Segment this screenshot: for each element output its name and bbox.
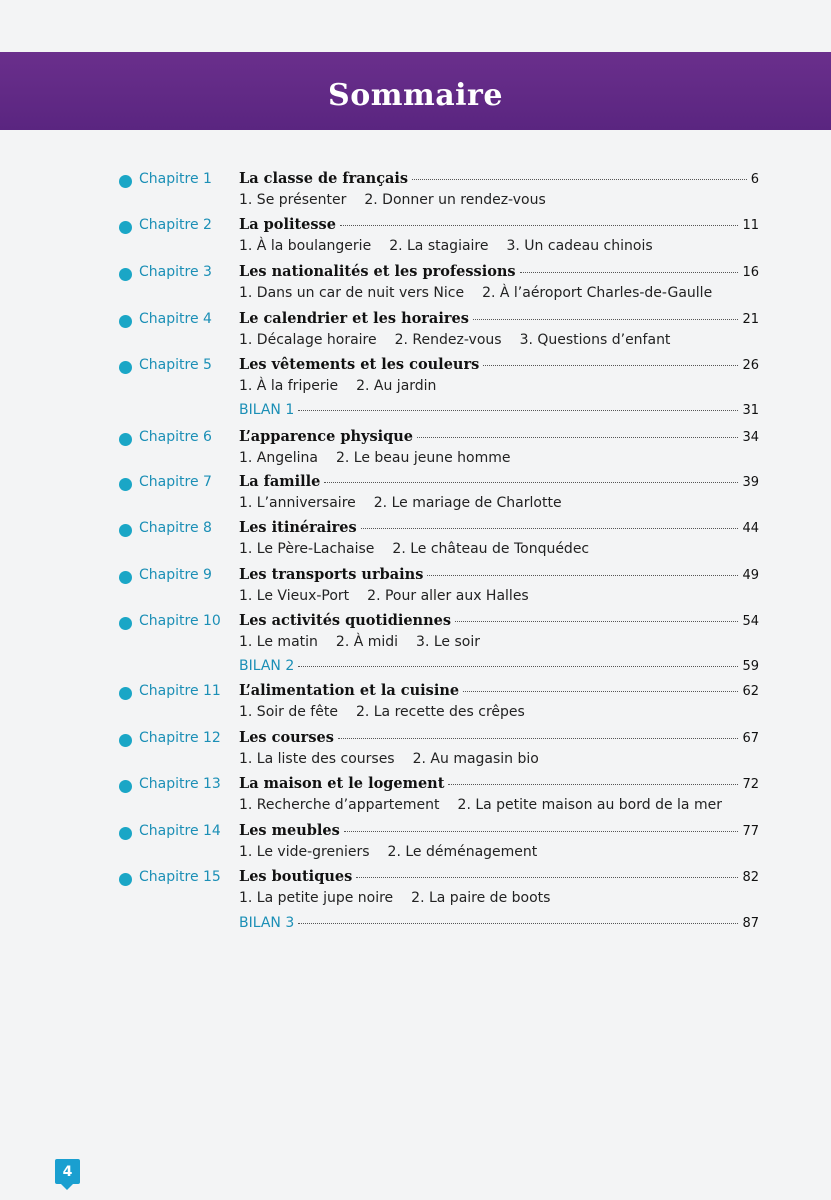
subsection-item: 1. La liste des courses [239, 751, 395, 767]
page-number-badge: 4 [55, 1159, 80, 1184]
chapter-bullet-icon [119, 873, 132, 886]
dot-leader [298, 923, 738, 924]
toc-title-row [239, 428, 759, 445]
page-number: 21 [742, 312, 759, 327]
page-number: 62 [742, 684, 759, 699]
toc-title-row [239, 310, 759, 327]
subsection-list [239, 285, 730, 301]
chapter-title: Les itinéraires [239, 519, 357, 536]
subsection-item: 2. Le château de Tonquédec [392, 541, 590, 557]
chapter-bullet-icon [119, 617, 132, 630]
chapter-title: Les activités quotidiennes [239, 612, 452, 629]
dot-leader [324, 482, 738, 483]
bilan-title: BILAN 3 [239, 915, 295, 931]
subsection-item: 2. Le beau jeune homme [336, 450, 511, 466]
chapter-label: Chapitre 10 [139, 613, 221, 629]
dot-leader [361, 528, 739, 529]
dot-leader [473, 319, 739, 320]
page-number: 16 [742, 265, 759, 280]
chapter-label: Chapitre 11 [139, 683, 221, 699]
subsection-item: 3. Questions d’enfant [519, 332, 671, 348]
toc-title-row [239, 356, 759, 373]
page-number: 6 [750, 172, 759, 187]
dot-leader [344, 831, 739, 832]
subsection-item: 3. Le soir [416, 634, 480, 650]
dot-leader [417, 437, 738, 438]
toc-title-row [239, 519, 759, 536]
chapter-label: Chapitre 6 [139, 429, 212, 445]
chapter-bullet-icon [119, 268, 132, 281]
chapter-bullet-icon [119, 734, 132, 747]
subsection-item: 2. Le mariage de Charlotte [373, 495, 562, 511]
chapter-bullet-icon [119, 571, 132, 584]
chapter-title: La politesse [239, 216, 336, 233]
chapter-bullet-icon [119, 175, 132, 188]
chapter-title: Le calendrier et les horaires [239, 310, 469, 327]
chapter-bullet-icon [119, 361, 132, 374]
dot-leader [338, 738, 739, 739]
chapter-label: Chapitre 2 [139, 217, 212, 233]
subsection-item: 2. Au magasin bio [412, 751, 539, 767]
chapter-label: Chapitre 5 [139, 357, 212, 373]
chapter-label: Chapitre 3 [139, 264, 212, 280]
subsection-list [239, 890, 568, 906]
toc-title-row [239, 915, 759, 931]
chapter-bullet-icon [119, 478, 132, 491]
subsection-list [239, 704, 543, 720]
subsection-list [239, 378, 454, 394]
chapter-title: Les nationalités et les professions [239, 263, 516, 280]
chapter-bullet-icon [119, 524, 132, 537]
subsection-item: 1. Le vide-greniers [239, 844, 370, 860]
subsection-item: 1. Soir de fête [239, 704, 338, 720]
subsection-item: 2. La recette des crêpes [355, 704, 525, 720]
chapter-label: Chapitre 8 [139, 520, 212, 536]
page-number: 67 [742, 731, 759, 746]
bilan-title: BILAN 1 [239, 402, 295, 418]
page-title: Sommaire [328, 77, 503, 113]
subsection-item: 1. L’anniversaire [239, 495, 356, 511]
page-number: 87 [742, 916, 759, 931]
toc-title-row [239, 473, 759, 490]
page-number: 59 [742, 659, 759, 674]
chapter-title: Les transports urbains [239, 566, 424, 583]
chapter-title: Les courses [239, 729, 334, 746]
subsection-item: 2. À l’aéroport Charles-de-Gaulle [482, 285, 713, 301]
subsection-list [239, 450, 528, 466]
subsection-item: 1. Se présenter [239, 192, 347, 208]
subsection-item: 1. Le Père-Lachaise [239, 541, 375, 557]
subsection-item: 2. La stagiaire [389, 238, 489, 254]
subsection-item: 2. Pour aller aux Halles [367, 588, 529, 604]
subsection-list [239, 634, 498, 650]
dot-leader [340, 225, 739, 226]
chapter-label: Chapitre 1 [139, 171, 212, 187]
subsection-list [239, 588, 547, 604]
subsection-list [239, 332, 688, 348]
subsection-item: 1. À la boulangerie [239, 238, 372, 254]
toc-title-row [239, 658, 759, 674]
toc-title-row [239, 170, 759, 187]
subsection-item: 1. Angelina [239, 450, 318, 466]
page-number: 72 [742, 777, 759, 792]
page-number: 82 [742, 870, 759, 885]
chapter-bullet-icon [119, 433, 132, 446]
dot-leader [483, 365, 738, 366]
subsection-list [239, 797, 740, 813]
dot-leader [356, 877, 738, 878]
subsection-item: 1. La petite jupe noire [239, 890, 394, 906]
chapter-label: Chapitre 7 [139, 474, 212, 490]
chapter-title: Les meubles [239, 822, 340, 839]
page-number: 11 [742, 218, 759, 233]
subsection-item: 1. Recherche d’appartement [239, 797, 440, 813]
subsection-list [239, 751, 557, 767]
page-number: 54 [742, 614, 759, 629]
chapter-bullet-icon [119, 780, 132, 793]
chapter-title: Les boutiques [239, 868, 353, 885]
chapter-title: L’alimentation et la cuisine [239, 682, 460, 699]
chapter-bullet-icon [119, 687, 132, 700]
chapter-bullet-icon [119, 827, 132, 840]
subsection-item: 2. La paire de boots [411, 890, 551, 906]
dot-leader [455, 621, 738, 622]
chapter-label: Chapitre 12 [139, 730, 221, 746]
page-number: 26 [742, 358, 759, 373]
dot-leader [298, 410, 738, 411]
dot-leader [448, 784, 738, 785]
dot-leader [427, 575, 738, 576]
subsection-item: 2. La petite maison au bord de la mer [457, 797, 722, 813]
toc-title-row [239, 775, 759, 792]
subsection-list [239, 238, 671, 254]
page-number: 39 [742, 475, 759, 490]
subsection-item: 1. À la friperie [239, 378, 339, 394]
toc-title-row [239, 822, 759, 839]
subsection-item: 2. Le déménagement [387, 844, 538, 860]
chapter-label: Chapitre 13 [139, 776, 221, 792]
toc-title-row [239, 402, 759, 418]
subsection-item: 2. Au jardin [356, 378, 437, 394]
chapter-label: Chapitre 14 [139, 823, 221, 839]
chapter-bullet-icon [119, 315, 132, 328]
dot-leader [298, 666, 738, 667]
subsection-item: 2. Donner un rendez-vous [364, 192, 546, 208]
chapter-label: Chapitre 15 [139, 869, 221, 885]
chapter-title: La famille [239, 473, 321, 490]
page-number: 49 [742, 568, 759, 583]
dot-leader [463, 691, 738, 692]
toc-title-row [239, 868, 759, 885]
subsection-item: 1. Dans un car de nuit vers Nice [239, 285, 465, 301]
page-number: 31 [742, 403, 759, 418]
subsection-list [239, 192, 564, 208]
toc-title-row [239, 612, 759, 629]
chapter-title: Les vêtements et les couleurs [239, 356, 480, 373]
toc-title-row [239, 216, 759, 233]
chapter-title: La maison et le logement [239, 775, 445, 792]
chapter-title: L’apparence physique [239, 428, 414, 445]
toc-title-row [239, 263, 759, 280]
chapter-bullet-icon [119, 221, 132, 234]
chapter-label: Chapitre 9 [139, 567, 212, 583]
toc-title-row [239, 566, 759, 583]
toc-title-row [239, 729, 759, 746]
chapter-title: La classe de français [239, 170, 409, 187]
page-number: 44 [742, 521, 759, 536]
subsection-item: 1. Décalage horaire [239, 332, 377, 348]
dot-leader [412, 179, 747, 180]
page-number: 77 [742, 824, 759, 839]
subsection-list [239, 495, 580, 511]
subsection-item: 2. Rendez-vous [394, 332, 502, 348]
subsection-list [239, 541, 607, 557]
chapter-label: Chapitre 4 [139, 311, 212, 327]
subsection-item: 2. À midi [335, 634, 399, 650]
subsection-item: 3. Un cadeau chinois [506, 238, 653, 254]
subsection-list [239, 844, 555, 860]
toc-title-row [239, 682, 759, 699]
page-number: 34 [742, 430, 759, 445]
subsection-item: 1. Le Vieux-Port [239, 588, 350, 604]
bilan-title: BILAN 2 [239, 658, 295, 674]
subsection-item: 1. Le matin [239, 634, 318, 650]
dot-leader [520, 272, 739, 273]
